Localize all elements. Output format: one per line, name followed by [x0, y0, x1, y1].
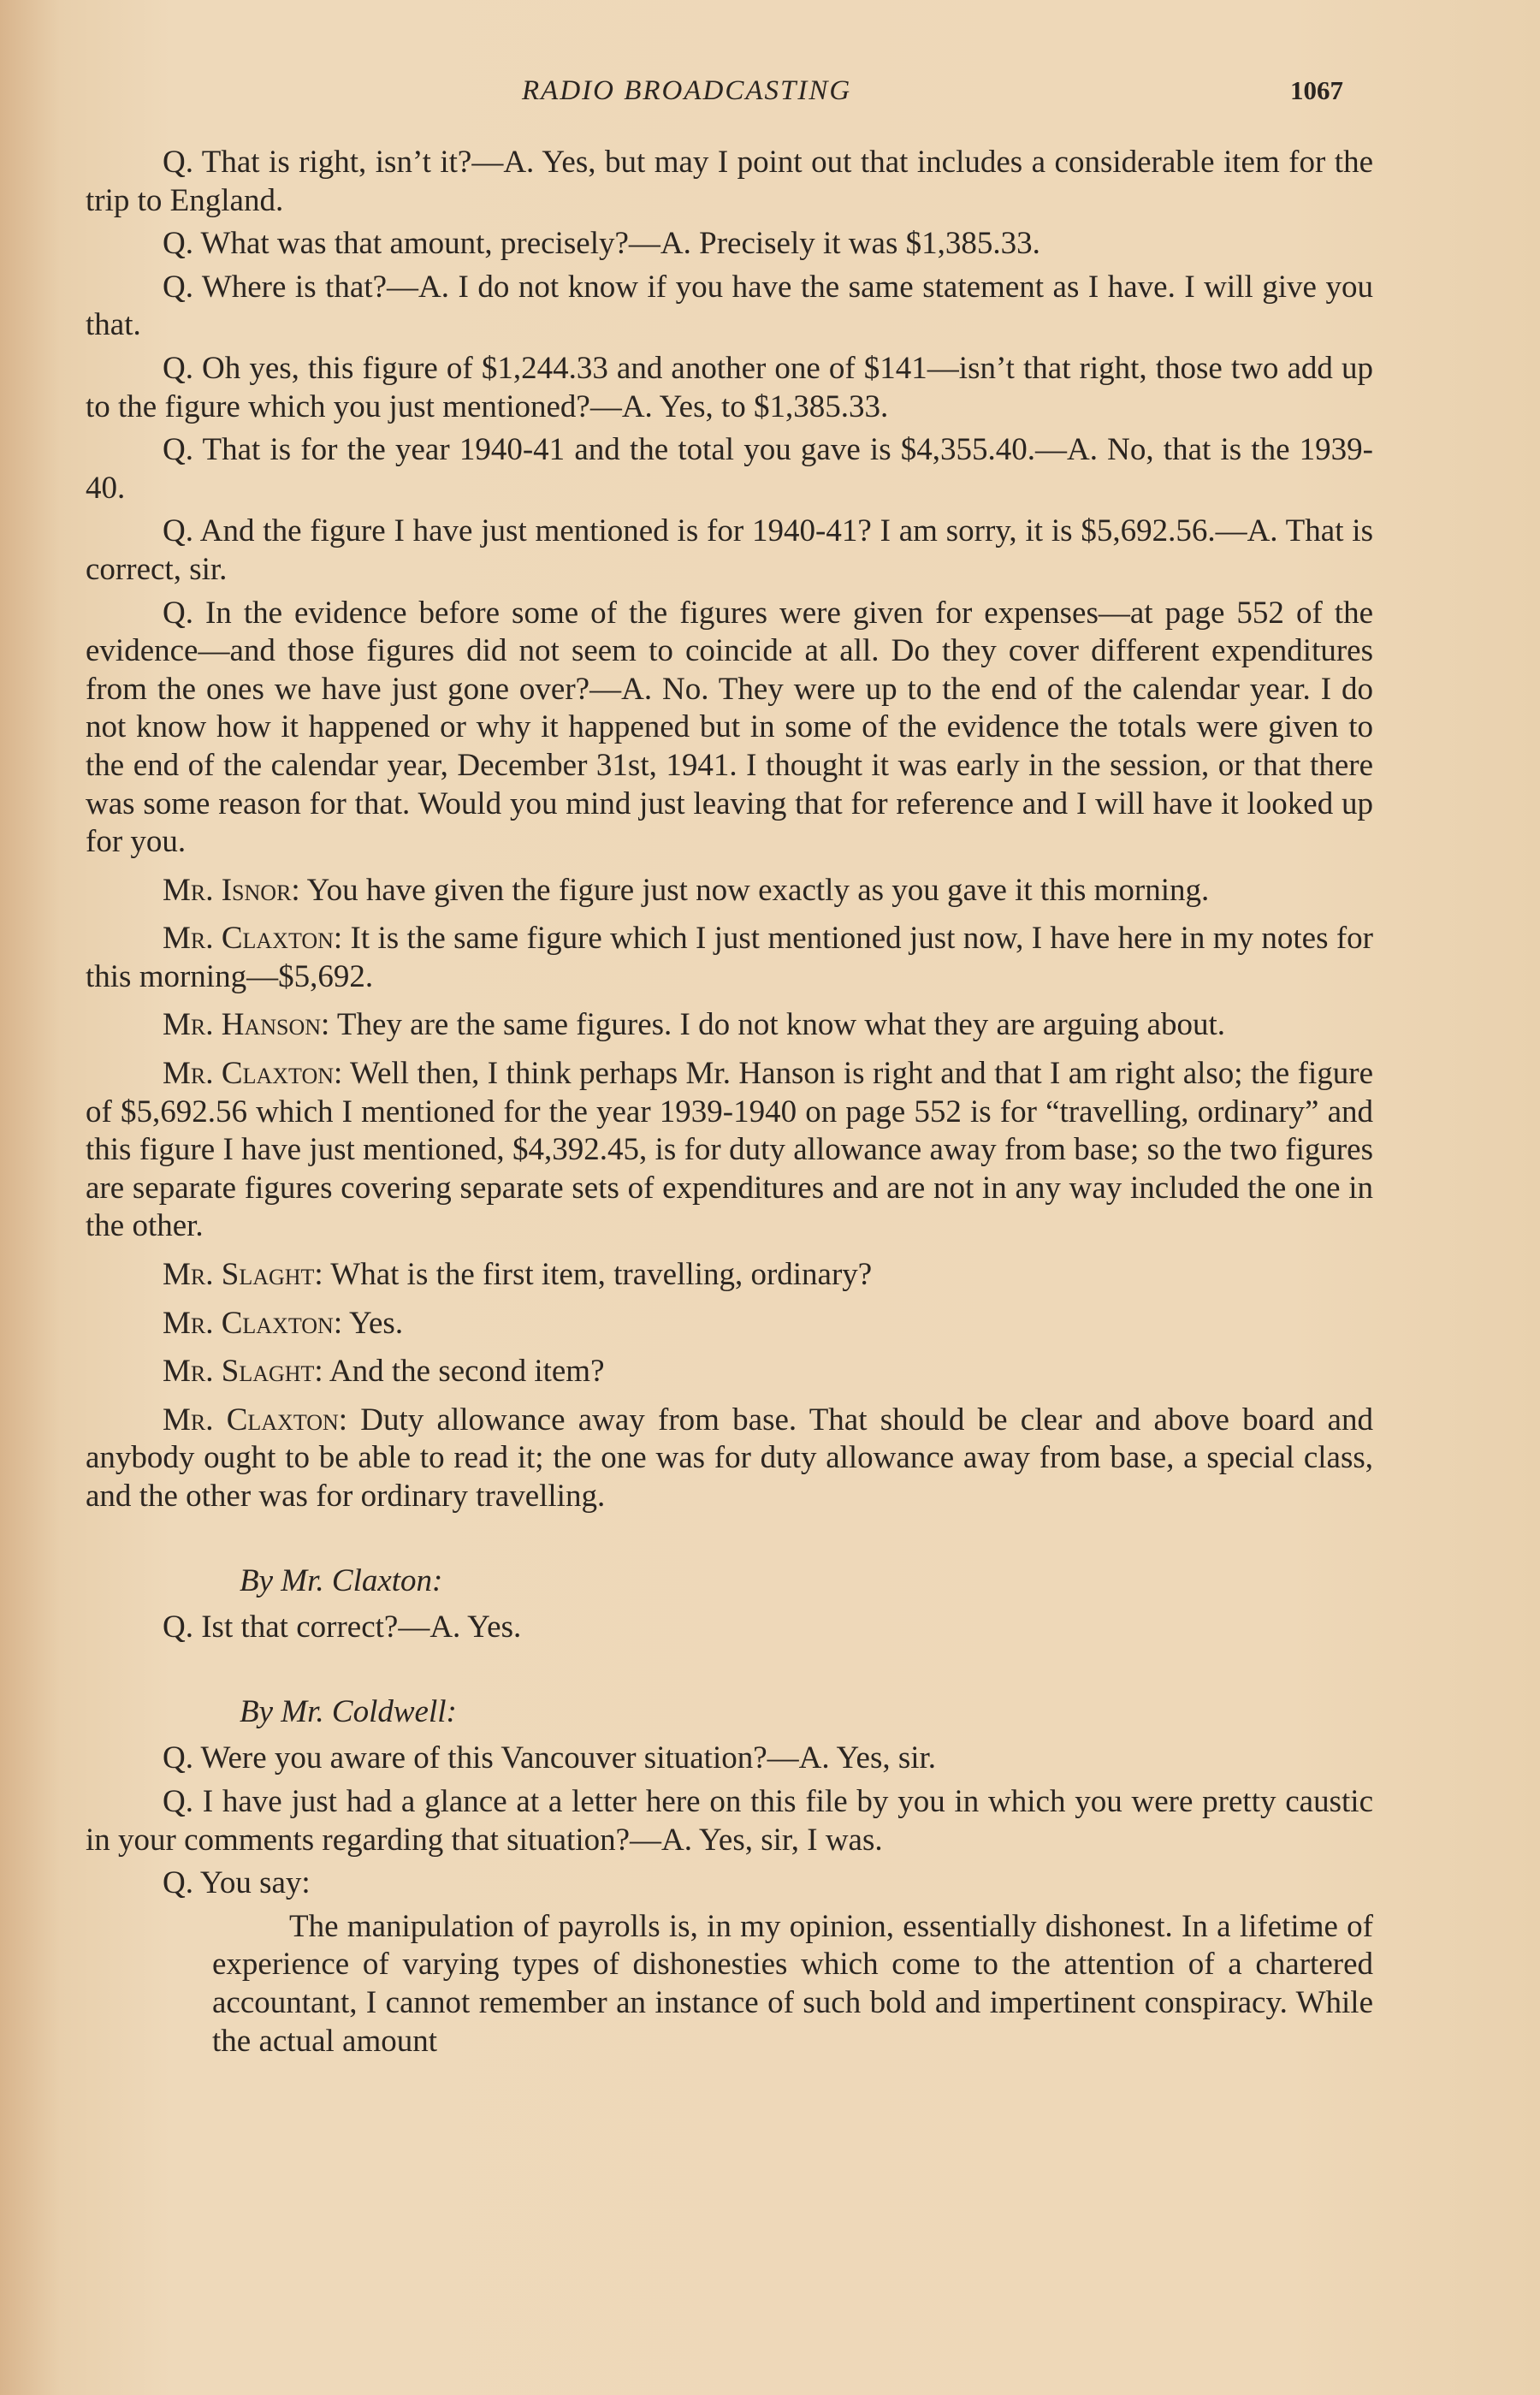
speech-paragraph: [86, 872, 1373, 910]
paragraph: Q. That is for the year 1940-41 and the total you gave is $4,355.40.—A. No, that is the 1939-40.: [86, 432, 1373, 506]
speech-paragraph: [86, 1353, 1373, 1391]
speaker-name: Mr. Hanson:: [163, 1007, 330, 1043]
speech-paragraph: [86, 1256, 1373, 1295]
speech-paragraph: [86, 1006, 1373, 1045]
speech-text: It is the same figure which I just mentioned just now, I have here in my notes for this morning—$5,692.: [86, 921, 1373, 994]
speech-text: You have given the figure just now exactly as you gave it this morning.: [299, 872, 1210, 908]
speaker-name: Mr. Claxton:: [163, 1056, 343, 1092]
speech-paragraph: [86, 1055, 1373, 1246]
speaker-name: Mr. Claxton:: [163, 1402, 348, 1438]
speech-paragraph: [86, 1402, 1373, 1516]
paragraph: Q. What was that amount, precisely?—A. Precisely it was $1,385.33.: [163, 226, 1040, 262]
examiner-byline: By Mr. Coldwell:: [240, 1693, 457, 1729]
page-number: 1067: [1290, 75, 1343, 105]
body-text: [86, 144, 1373, 2060]
speech-text: And the second item?: [323, 1354, 605, 1390]
paragraph: Q. In the evidence before some of the figures were given for expenses—at page 552 of the evidence—and those figures did not seem to coincide at all. Do they cover different expenditures from the ones we have just gone over?—A. No. They were up to the end of the calendar year. I do not know how it happened or why it happened but in some of the evidence the totals were given to the end of the calendar year, December 31st, 1941. I thought it was early in the session, or that there was some reason for that. Would you mind just leaving that for reference and I will have it looked up for you.: [86, 595, 1373, 860]
speaker-name: Mr. Slaght:: [163, 1354, 323, 1390]
paragraph: Q. And the figure I have just mentioned is for 1940-41? I am sorry, it is $5,692.56.—A. That is correct, sir.: [86, 513, 1373, 587]
speaker-name: Mr. Claxton:: [163, 921, 343, 957]
paragraph: Q. You say:: [163, 1865, 311, 1901]
paragraph: Q. Were you aware of this Vancouver situation?—A. Yes, sir.: [163, 1740, 937, 1776]
speech-paragraph: [86, 1305, 1373, 1343]
paragraph: Q. That is right, isn’t it?—A. Yes, but may I point out that includes a considerable item for the trip to England.: [86, 145, 1373, 218]
speaker-name: Mr. Isnor:: [163, 872, 300, 908]
speaker-name: Mr. Slaght:: [163, 1257, 323, 1293]
speech-text: They are the same figures. I do not know what they are arguing about.: [329, 1007, 1225, 1043]
page-header: [0, 75, 1540, 118]
running-title: RADIO BROADCASTING: [522, 75, 852, 106]
speech-text: What is the first item, travelling, ordinary?: [323, 1257, 873, 1293]
speech-text: Well then, I think perhaps Mr. Hanson is right and that I am right also; the figure of $5,692.56 which I mentioned for the year 1939-1940 on page 552 is for “travelling, ordinary” and this figure I have just mentioned, $4,392.45, is for duty allowance away from base; so the two figures are separate figures covering separate sets of expenditures and are not in any way included the one in the other.: [86, 1056, 1373, 1244]
speech-text: Yes.: [342, 1305, 404, 1341]
examiner-byline: By Mr. Claxton:: [240, 1562, 443, 1598]
speech-text: Duty allowance away from base. That should be clear and above board and anybody ought to be able to read it; the one was for duty allowance away from base, a special class, and the other was for ordinary travelling.: [86, 1402, 1373, 1514]
paragraph: Q. Oh yes, this figure of $1,244.33 and another one of $141—isn’t that right, those two add up to the figure which you just mentioned?—A. Yes, to $1,385.33.: [86, 350, 1373, 424]
speech-paragraph: [86, 920, 1373, 996]
paragraph: Q. Ist that correct?—A. Yes.: [163, 1610, 522, 1645]
block-quote: The manipulation of payrolls is, in my opinion, essentially dishonest. In a lifetime of experience of varying types of dishonesties which come to the attention of a chartered accountant, I cannot remember an instance of such bold and impertinent conspiracy. While the actual amount: [212, 1908, 1373, 2059]
speaker-name: Mr. Claxton:: [163, 1305, 343, 1341]
paragraph: Q. I have just had a glance at a letter here on this file by you in which you were pretty caustic in your comments regarding that situation?—A. Yes, sir, I was.: [86, 1783, 1373, 1858]
paragraph: Q. Where is that?—A. I do not know if you have the same statement as I have. I will give you that.: [86, 269, 1373, 343]
